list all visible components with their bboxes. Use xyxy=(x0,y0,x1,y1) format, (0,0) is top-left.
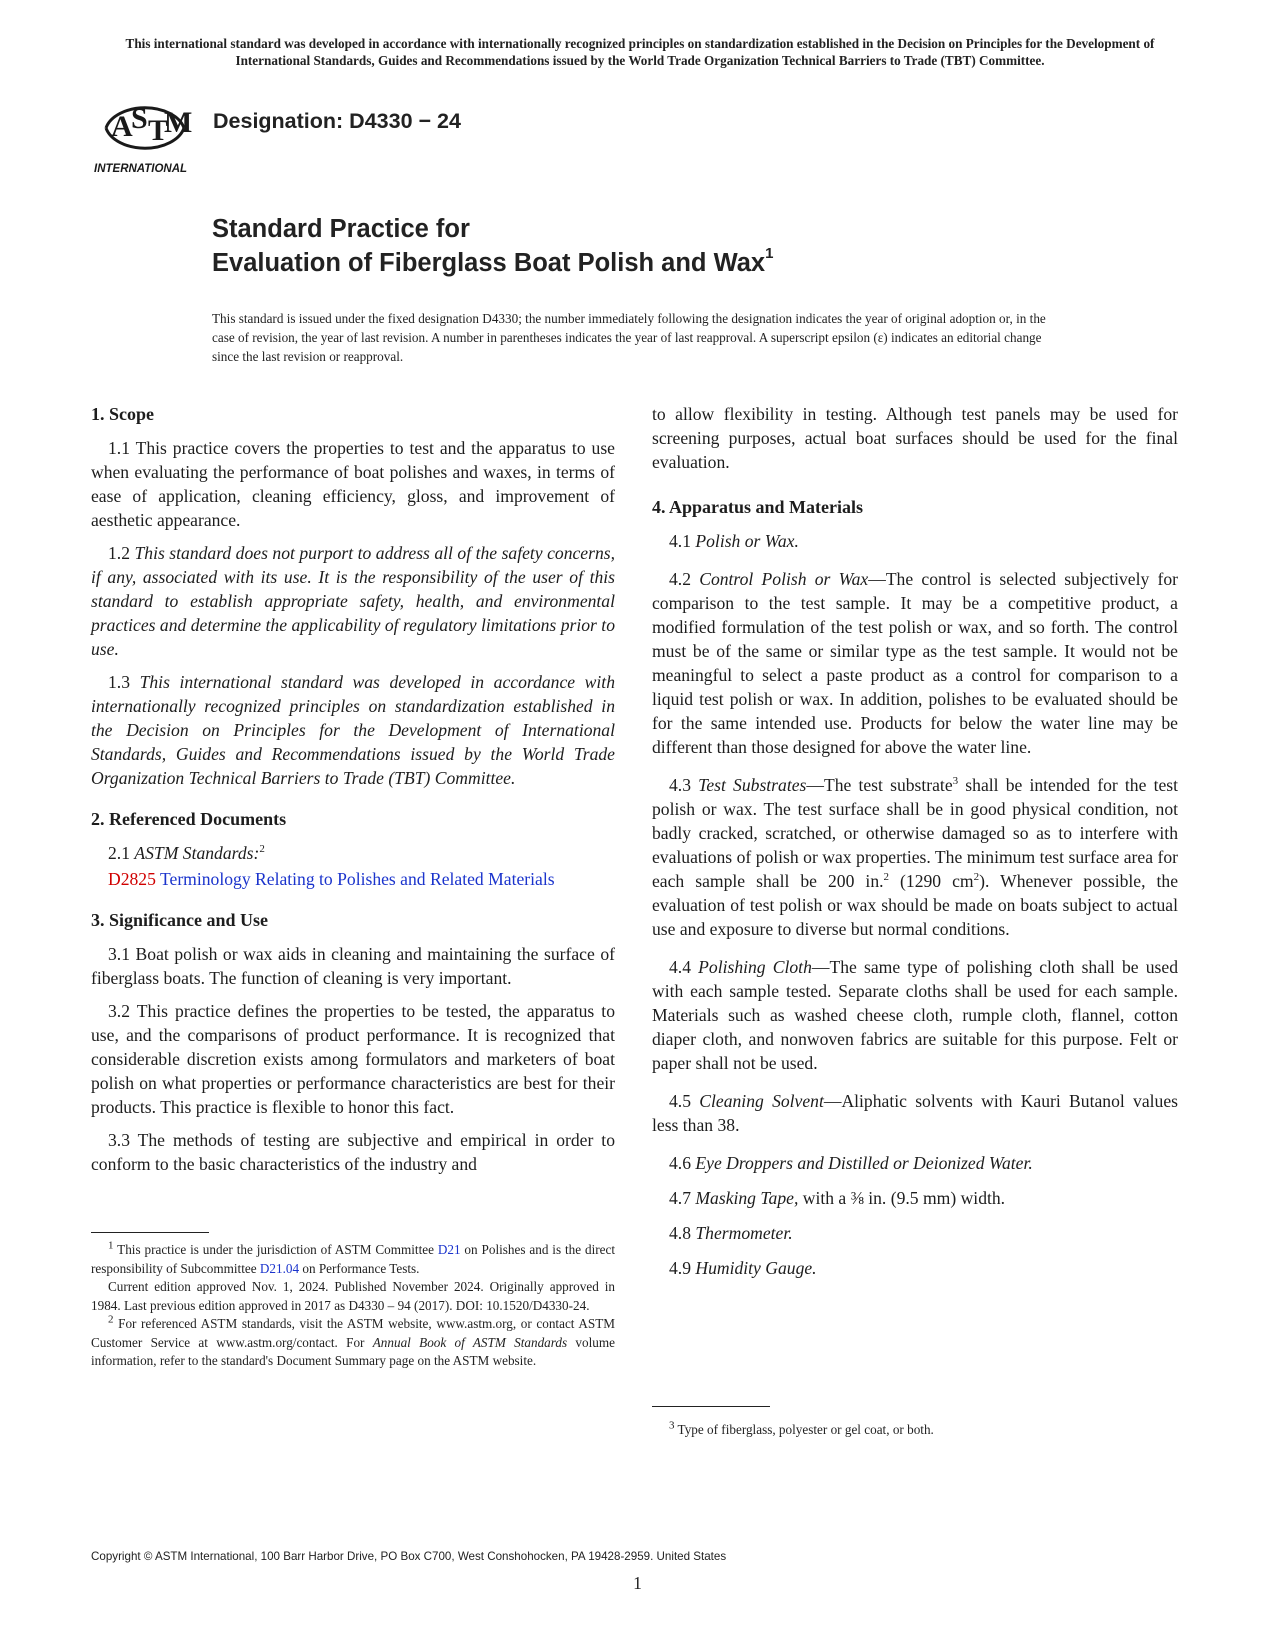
item-4-9: 4.9 Humidity Gauge. xyxy=(669,1258,817,1278)
document-title xyxy=(212,212,773,280)
logo-letter-m: M xyxy=(164,106,193,139)
item-4-6: 4.6 Eye Droppers and Distilled or Deionized Water. xyxy=(669,1153,1033,1173)
logo-international-text: INTERNATIONAL xyxy=(94,163,188,175)
item-4-2: 4.2 Control Polish or Wax—The control is selected subjectively for comparison to the test sample. It may be a competitive product, a modified formulation of the test polish or wax, and so forth. The control must be of the same or similar type as the test sample. It would not be meaningful to select a paste product as a control for comparison to a liquid test polish or wax. In addition, polishes to be evaluated should be for the same intended use. Products for below the water line may be different than those designed for above the water line. xyxy=(652,569,1178,757)
para-3-3: 3.3 The methods of testing are subjective and empirical in order to conform to the basic characteristics of the industry and xyxy=(91,1130,615,1174)
footnote-2: $^2$ For referenced ASTM standards, visit the ASTM website, www.astm.org, or contact ASTM Customer Service at www.astm.org/contact. For Annual Book of ASTM Standards volume information, refer to the standard's Document Summary page on the ASTM website. xyxy=(91,1313,615,1368)
para-1-1: 1.1 This practice covers the properties to test and the apparatus to use when evaluating the performance of boat polishes and waxes, in terms of ease of application, cleaning efficiency, gloss, and improvement of aesthetic appearance. xyxy=(91,438,615,530)
footnote-ref-3[interactable]: 3 xyxy=(952,775,959,788)
astm-logo-mark xyxy=(92,84,198,178)
title-line-1: Standard Practice for xyxy=(212,215,470,243)
footnotes-left xyxy=(91,1241,615,1371)
item-4-8: 4.8 Thermometer. xyxy=(669,1223,793,1243)
para-2-1: 2.1 ASTM Standards:$^2$ xyxy=(108,843,265,863)
left-column xyxy=(91,402,615,1185)
committee-d21-link[interactable]: D21 xyxy=(437,1242,461,1257)
para-3-2: 3.2 This practice defines the properties to be tested, the apparatus to use, and the comparisons of product performance. It is recognized that considerable discretion exists among formulators and marketers of boat polish on what properties or performance characteristics are best for their products. This practice is flexible to honor this fact. xyxy=(91,1001,615,1117)
para-3-3-continued: to allow flexibility in testing. Although test panels may be used for screening purposes, actual boat surfaces should be used for the final evaluation. xyxy=(652,404,1178,472)
footnotes-right xyxy=(652,1421,1178,1440)
title-line-2: Evaluation of Fiberglass Boat Polish and Wax$^1$ xyxy=(212,244,774,277)
wto-notice: This international standard was developed in accordance with internationally recognized principles on standardization established in the Decision on Principles for the Development of International Standards, Guides and Recommendations issued by the World Trade Organization Technical Barriers to Trade (TBT) Committee. xyxy=(125,36,1155,68)
referenced-document-d2825[interactable] xyxy=(108,867,615,891)
title-footnote-ref[interactable]: 1 xyxy=(765,244,774,262)
item-4-7: 4.7 Masking Tape, with a ⅜ in. (9.5 mm) width. xyxy=(669,1188,1006,1208)
copyright-notice: Copyright © ASTM International, 100 Barr Harbor Drive, PO Box C700, West Conshohocken, PA 19428-2959. United States xyxy=(91,1550,727,1563)
section-4-heading: 4. Apparatus and Materials xyxy=(652,497,864,517)
footnote-rule-right xyxy=(652,1406,770,1407)
footnote-ref-2[interactable]: 2 xyxy=(259,843,265,856)
designation: Designation: D4330 − 24 xyxy=(213,109,461,133)
footnote-1-edition: Current edition approved Nov. 1, 2024. Published November 2024. Originally approved in 1984. Last previous edition approved in 2017 as D4330 – 94 (2017). DOI: 10.1520/D4330-24. xyxy=(91,1279,615,1313)
para-1-3: 1.3 This international standard was developed in accordance with internationally recognized principles on standardization established in the Decision on Principles for the Development of International Standards, Guides and Recommendations issued by the World Trade Organization Technical Barriers to Trade (TBT) Committee. xyxy=(91,672,615,788)
section-1-heading: 1. Scope xyxy=(91,404,154,424)
item-4-3: 4.3 Test Substrates—The test substrate$^3$ shall be intended for the test polish or wax. The test surface shall be in good physical condition, not badly cracked, scratched, or otherwise damaged so as to interfere with evaluations of polish or wax properties. The minimum test surface area for each sample shall be 200 in.$^2$ (1290 $cm^2$). Whenever possible, the evaluation of test polish or wax should be made on boats subject to actual use and exposure to diverse but normal conditions. xyxy=(652,775,1179,939)
section-2-heading: 2. Referenced Documents xyxy=(91,809,287,829)
item-4-5: 4.5 Cleaning Solvent—Aliphatic solvents with Kauri Butanol values less than 38. xyxy=(652,1091,1178,1135)
logo-letter-a: A xyxy=(111,110,133,143)
issue-note: This standard is issued under the fixed designation D4330; the number immediately following the designation indicates the year of original adoption or, in the case of revision, the year of last revision. A number in parentheses indicates the year of last reapproval. A superscript epsilon (ε) indicates an editorial change since the last revision or reapproval. xyxy=(212,311,1046,364)
ref-title-link[interactable]: Terminology Relating to Polishes and Related Materials xyxy=(160,869,555,889)
astm-logo xyxy=(92,84,198,178)
logo-letter-t: T xyxy=(148,114,169,147)
footnote-rule-left xyxy=(91,1232,209,1233)
footnote-3: $^3$ Type of fiberglass, polyester or gel coat, or both. xyxy=(669,1419,934,1437)
item-4-4: 4.4 Polishing Cloth—The same type of polishing cloth shall be used with each sample tested. Separate cloths shall be used for each sample. Materials such as washed cheese cloth, rumple cloth, flannel, cotton diaper cloth, and nonwoven fabrics are suitable for this purpose. Felt or paper shall not be used. xyxy=(652,957,1178,1073)
right-column xyxy=(652,402,1178,1289)
para-1-2: 1.2 This standard does not purport to address all of the safety concerns, if any, associated with its use. It is the responsibility of the user of this standard to establish appropriate safety, health, and environmental practices and determine the applicability of regulatory limitations prior to use. xyxy=(91,543,615,659)
subcommittee-d21-04-link[interactable]: D21.04 xyxy=(259,1260,300,1276)
footnote-1: $^1$ This practice is under the jurisdiction of ASTM Committee D21 on Polishes and is the direct responsibility of Subcommittee D21.04 on Performance Tests. xyxy=(91,1239,616,1276)
page-number: 1 xyxy=(633,1573,642,1593)
para-3-1: 3.1 Boat polish or wax aids in cleaning and maintaining the surface of fiberglass boats. The function of cleaning is very important. xyxy=(91,944,615,988)
ref-code-link[interactable]: D2825 xyxy=(108,869,156,889)
section-3-heading: 3. Significance and Use xyxy=(91,910,269,930)
item-4-1: 4.1 Polish or Wax. xyxy=(669,531,799,551)
logo-letter-s: S xyxy=(131,102,148,135)
